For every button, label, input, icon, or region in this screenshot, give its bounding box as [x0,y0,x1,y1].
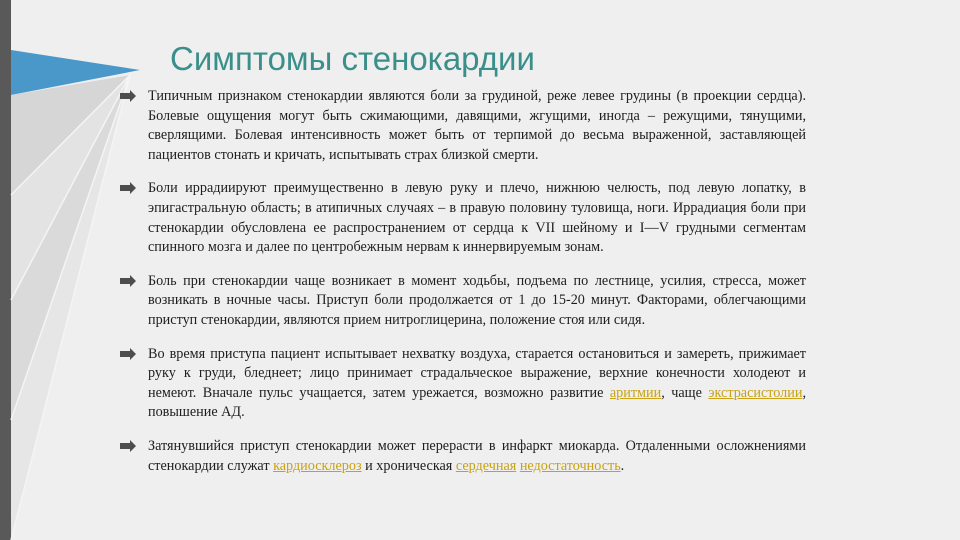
bullet-item [120,272,806,331]
pen-bullet-icon [120,440,136,452]
bullet-text: Типичным признаком стенокардии являются боли за грудиной, реже левее грудины (в проекции сердца). Болевые ощущения могут быть сжимающими, давящими, жгущими, иногда – режущими, тянущими, сверлящими. Болевая интенсивность может быть от терпимой до весьма выраженной, заставляющей пациентов стонать и кричать, испытывать страх близкой смерти. [148,88,806,163]
page-title: Симптомы стенокардии [170,40,535,78]
pen-bullet-icon [120,90,136,102]
link-extrasystole[interactable]: экстрасистолии [708,384,803,401]
bullet-text [148,437,806,476]
pen-bullet-icon [120,275,136,287]
bullet-item [120,179,806,257]
link-cardiac[interactable]: сердечная [455,457,517,474]
bullet-text [148,345,806,423]
link-arrhythmia[interactable]: аритмии [609,384,662,401]
bullet-text: Боли иррадиируют преимущественно в левую руку и плечо, нижнюю челюсть, под левую лопатку, в эпигастральную область; в атипичных случаях – в правую половину туловища, ноги. Иррадиация боли при стенокардии обусловлена ее распространением от сердца к VII шейному и I—V грудными сегментам спинного мозга и далее по центробежным нервам к иннервируемым зонам. [148,180,806,256]
link-insufficiency[interactable]: недостаточность [519,457,621,474]
text-segment: и хроническая [361,457,456,474]
bullet-text: Боль при стенокардии чаще возникает в момент ходьбы, подъема по лестнице, усилия, стресса, может возникать в ночные часы. Приступ боли продолжается от 1 до 15-20 минут. Факторами, облегчающими приступ стенокардии, являются прием нитроглицерина, положение стоя или сидя. [148,272,806,328]
link-cardiosclerosis[interactable]: кардиосклероз [273,457,362,474]
text-segment: Затянувшийся приступ стенокардии может перерасти в инфаркт миокарда. Отдаленными осложнениями стенокардии служат [148,437,806,474]
bullet-item [120,437,806,476]
text-segment: . [620,457,625,474]
text-segment: Во время приступа пациент испытывает нехватку воздуха, старается остановиться и замереть, прижимает руку к груди, бледнеет; лицо принимает страдальческое выражение, верхние конечности холодеют и немеют. Вначале пульс учащается, затем урежается, возможно развитие [148,345,806,401]
text-segment: , чаще [661,384,709,401]
decorative-triangles [0,0,140,540]
text-segment: , повышение АД. [148,384,806,421]
bullet-item [120,345,806,423]
pen-bullet-icon [120,182,136,194]
pen-bullet-icon [120,348,136,360]
bullet-item [120,87,806,165]
bullet-list [120,87,806,490]
